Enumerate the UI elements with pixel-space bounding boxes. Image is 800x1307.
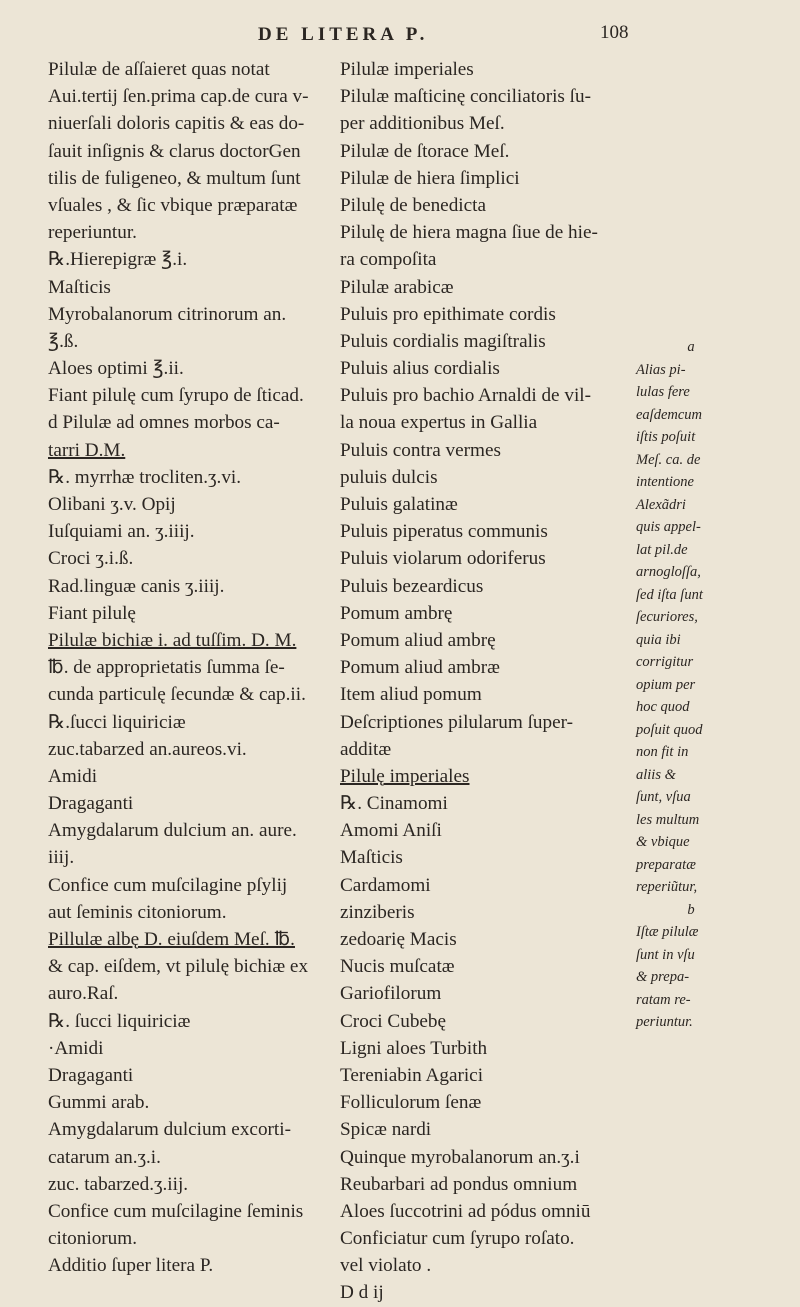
text-line: Pilulæ de ſtorace Meſ. [340,140,510,162]
text-line: Pilulę imperiales [340,765,470,787]
margin-note: preparatæ [636,856,696,873]
margin-note: Iſtæ pilulæ [636,924,699,940]
margin-note: eaſdemcum [636,406,703,423]
margin-note: Meſ. ca. de [636,451,701,468]
text-line: Aloes optimi ℥.ii. [48,358,184,380]
text-line: Pillulæ albę D. eiuſdem Meſ. ℔. [48,929,295,950]
text-line: Amomi Aniſi [340,820,442,842]
text-line: citoniorum. [48,1228,137,1250]
margin-note: a [687,339,695,355]
text-line: Pilulæ bichiæ i. ad tuſſim. D. M. [48,629,297,651]
text-line: ℞.ſucci liquiriciæ [48,711,186,733]
text-line: Pilulę de benedicta [340,194,486,216]
margin-note: Alias pi- [636,361,686,378]
margin-note: & prepa- [636,969,690,985]
text-line: Puluis cordialis magiſtralis [340,330,546,352]
margin-note: quia ibi [636,631,681,648]
text-line: Pilulæ imperiales [340,59,474,80]
margin-note: intentione [636,474,694,490]
margin-note: ſunt, vſua [636,789,691,805]
text-line: Ligni aloes Turbith [340,1037,488,1059]
text-line: Dragaganti [48,1064,134,1086]
margin-note: opium per [636,676,696,693]
text-line: Amygdalarum dulcium excorti- [48,1119,291,1141]
text-line: Puluis galatinæ [340,494,458,515]
text-line: Gariofilorum [340,983,442,1005]
margin-note: hoc quod [636,699,690,715]
text-line: catarum an.ʒ.i. [48,1146,161,1168]
text-line: per additionibus Meſ. [340,113,505,135]
text-line: & cap. eiſdem, vt pilulę bichiæ ex [48,956,309,978]
text-line: tarri D.M. [48,439,126,461]
margin-note: arnogloſſa, [636,564,701,580]
text-line: Pilulæ de aſſaieret quas notat [48,59,270,80]
text-line: Folliculorum ſenæ [340,1092,482,1114]
margin-note: iſtis poſuit [636,429,696,445]
text-line: D d ij [340,1282,384,1304]
text-line: Croci ʒ.i.ß. [48,548,134,570]
text-line: Pilulæ arabicæ [340,276,454,298]
text-line: Puluis bezeardicus [340,575,484,597]
margin-note: non fit in [636,744,689,760]
text-line: Olibani ʒ.v. Opij [48,494,176,515]
text-line: ℞.Hierepigræ ℥.i. [48,249,188,271]
text-line: Puluis pro bachio Arnaldi de vil- [340,385,592,407]
text-line: Cardamomi [340,874,431,896]
text-line: Dragaganti [48,793,134,815]
text-line: Croci Cubebę [340,1010,447,1032]
text-line: Amidi [48,765,98,787]
margin-note: Alexãdri [636,496,686,513]
text-line: ·Amidi [48,1037,104,1059]
margin-note: ſecuriores, [636,609,698,625]
text-line: Pilulæ maſticinę conciliatoris ſu- [340,86,591,108]
text-line: vſuales , & ſic vbique præparatæ [48,194,298,216]
margin-note: b [687,901,695,918]
text-line: Fiant pilulę [48,602,136,624]
text-line: Puluis piperatus communis [340,521,548,543]
margin-note: periuntur. [636,1014,693,1030]
margin-note: reperiũtur, [636,879,698,895]
text-line: Gummi arab. [48,1092,150,1114]
text-line: vel violato . [340,1255,432,1277]
text-line: Aloes ſuccotrini ad pódus omniū [340,1200,591,1222]
text-line: Conficiatur cum ſyrupo roſato. [340,1228,575,1250]
text-line: Fiant pilulę cum ſyrupo de ſticad. [48,385,304,407]
margin-note: ratam re- [636,991,691,1008]
text-line: Pilulę de hiera magna ſiue de hie- [340,222,598,244]
margin-note: ſed iſta ſunt [636,586,703,603]
margin-note: poſuit quod [636,721,703,738]
page-header [0,10,800,50]
text-line: Pomum aliud ambrę [340,629,496,651]
text-line: Maſticis [48,276,111,298]
text-line: Amygdalarum dulcium an. aure. [48,820,297,842]
text-line: tilis de fuligeneo, & multum ſunt [48,167,301,189]
text-line: Confice cum muſcilagine pſylij [48,874,288,896]
text-line: puluis dulcis [340,466,438,488]
text-line: Pomum aliud ambræ [340,657,500,679]
margin-notes [636,336,786,1034]
text-line: zuc. tabarzed.ʒ.iij. [48,1173,189,1195]
text-line: cunda particulę ſecundæ & cap.ii. [48,684,306,706]
margin-note: quis appel- [636,519,701,535]
text-line: ℞. Cinamomi [340,793,448,815]
text-line: ℥.ß. [48,330,79,352]
text-line: Spicæ nardi [340,1119,432,1141]
text-line: Pomum ambrę [340,602,453,624]
text-line: d Pilulæ ad omnes morbos ca- [48,412,280,434]
text-line: ℞. ſucci liquiriciæ [48,1010,191,1032]
text-line: reperiuntur. [48,222,137,244]
text-line: Deſcriptiones pilularum ſuper- [340,711,573,733]
text-line: Puluis contra vermes [340,439,501,461]
running-head: DE LITERA P. [258,24,429,45]
text-line: Iuſquiami an. ʒ.iiij. [48,521,195,543]
text-line: Myrobalanorum citrinorum an. [48,303,287,325]
text-line: niuerſali doloris capitis & eas do- [48,113,305,135]
margin-note: les multum [636,811,700,828]
text-line: zuc.tabarzed an.aureos.vi. [48,738,247,760]
text-line: Additio ſuper litera P. [48,1255,214,1277]
text-line: la noua expertus in Gallia [340,412,538,434]
margin-note: corrigitur [636,654,694,670]
text-line: zinziberis [340,901,415,923]
text-line: iiij. [48,847,75,869]
text-line: Puluis violarum odoriferus [340,548,546,570]
margin-note: & vbique [636,834,690,850]
text-line: ſauit inſignis & clarus doctorGen [48,140,301,162]
text-line: Item aliud pomum [340,684,482,706]
left-text-column [48,56,338,1279]
text-line: zedoarię Macis [340,929,457,950]
folio-number: 108 [600,22,629,43]
text-line: auro.Raſ. [48,983,119,1005]
text-line: aut ſeminis citoniorum. [48,901,227,923]
text-line: ra compoſita [340,249,437,271]
text-line: Puluis alius cordialis [340,358,500,380]
text-line: Tereniabin Agarici [340,1064,484,1086]
text-line: ℔. de approprietatis ſumma ſe- [48,657,285,679]
margin-note: lulas fere [636,384,690,400]
margin-note: lat pil.de [636,541,688,558]
text-line: Maſticis [340,847,403,869]
text-line: Quinque myrobalanorum an.ʒ.i [340,1146,580,1168]
right-text-column [340,56,632,1307]
margin-note: aliis & [636,766,676,783]
text-line: Pilulæ de hiera ſimplici [340,167,520,189]
text-line: Rad.linguæ canis ʒ.iiij. [48,575,225,597]
text-line: Confice cum muſcilagine ſeminis [48,1200,304,1222]
text-line: Puluis pro epithimate cordis [340,303,556,325]
text-line: ℞. myrrhæ trocliten.ʒ.vi. [48,466,242,488]
text-line: Nucis muſcatæ [340,956,455,978]
margin-note: ſunt in vſu [636,946,695,963]
text-line: additæ [340,738,392,760]
text-line: Aui.tertij ſen.prima cap.de cura v- [48,86,309,108]
text-line: Reubarbari ad pondus omnium [340,1173,578,1195]
